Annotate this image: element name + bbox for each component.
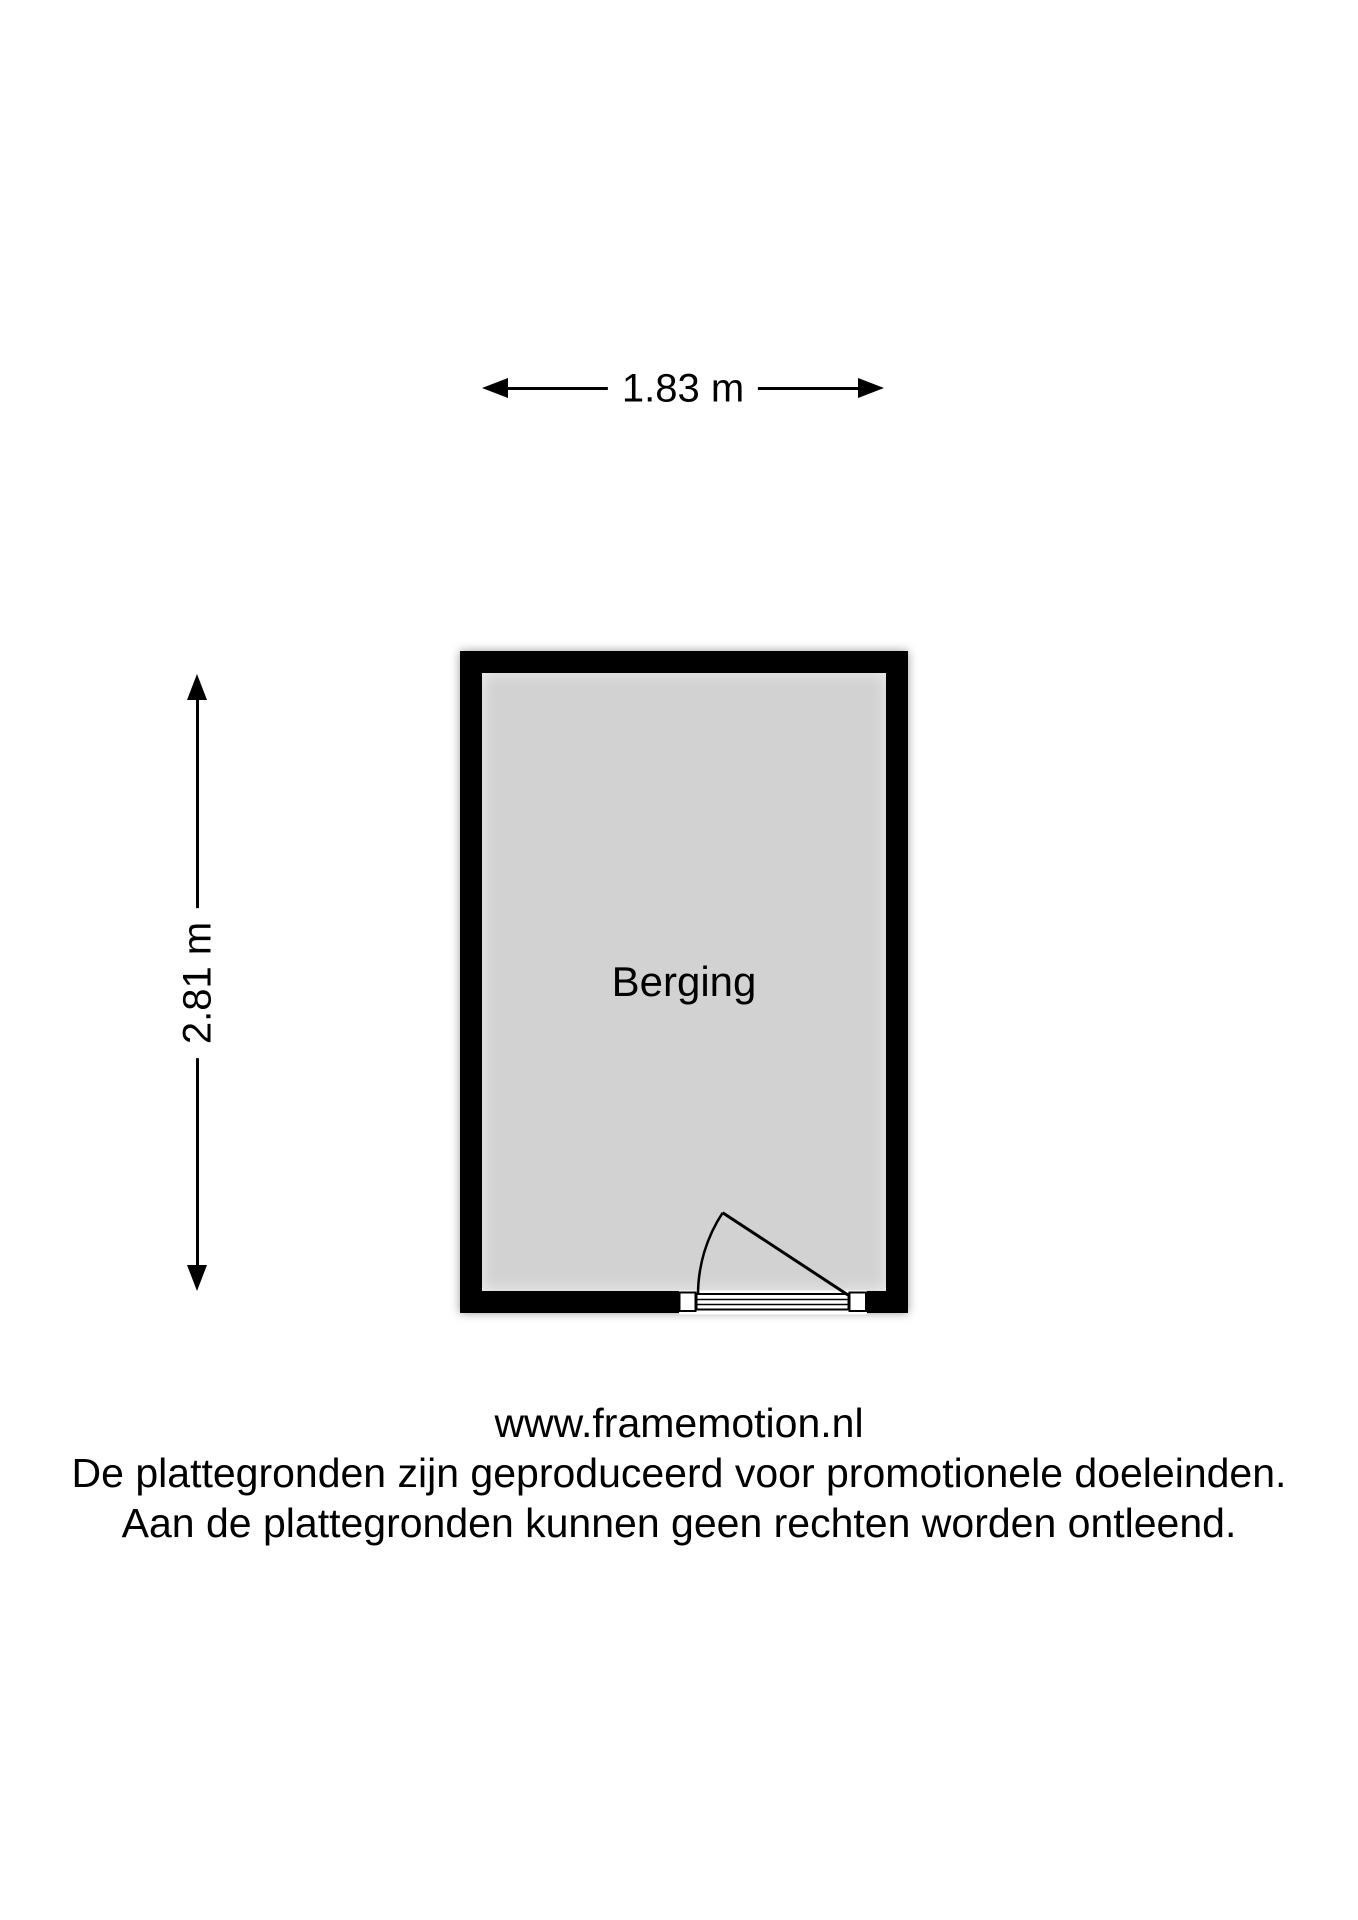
- room-berging: [460, 651, 908, 1313]
- width-dimension: [482, 368, 884, 409]
- arrow-up-icon: [187, 674, 207, 700]
- footer-website: www.framemotion.nl: [494, 1400, 864, 1446]
- room-label: Berging: [611, 958, 757, 1005]
- arrow-left-icon: [482, 378, 508, 398]
- height-dimension-label: 2.81 m: [175, 907, 220, 1057]
- footer-disclaimer-line1: De plattegronden zijn geproduceerd voor promotionele doeleinden.: [71, 1450, 1287, 1496]
- room-berging-interior: [482, 673, 886, 1291]
- height-dimension: [177, 674, 218, 1291]
- footer-disclaimer-line2: Aan de plattegronden kunnen geen rechten worden ontleend.: [121, 1500, 1237, 1546]
- width-dimension-label: 1.83 m: [608, 366, 758, 411]
- arrow-right-icon: [858, 378, 884, 398]
- footer: [0, 1398, 1358, 1548]
- arrow-down-icon: [187, 1265, 207, 1291]
